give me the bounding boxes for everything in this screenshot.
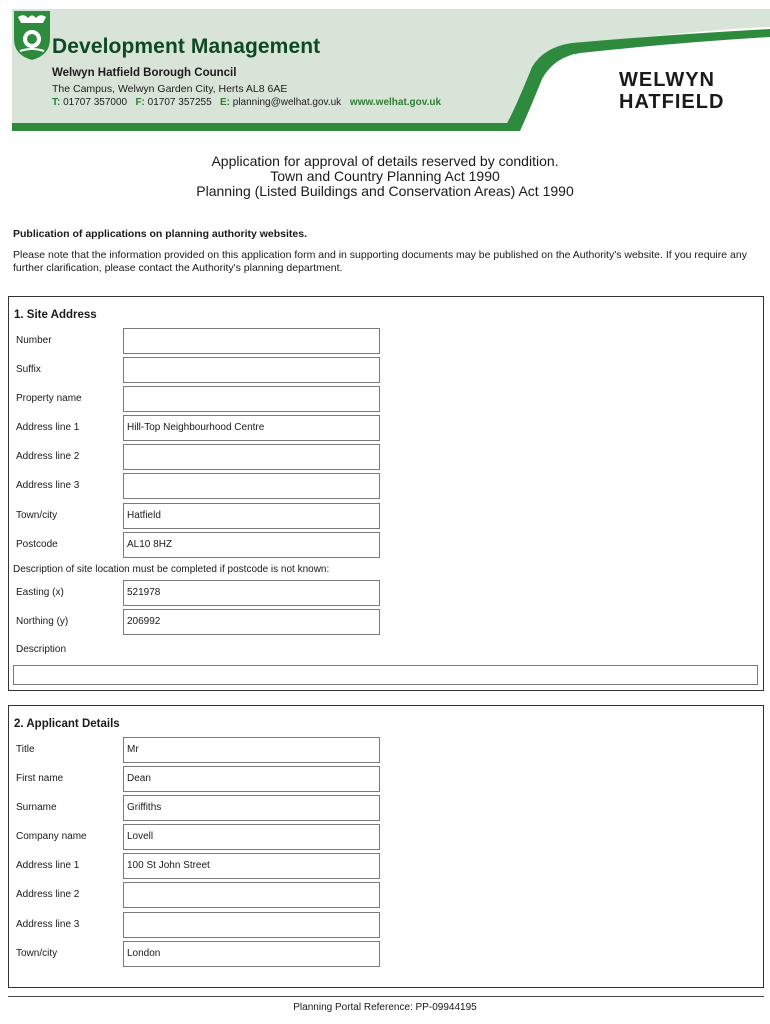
site-town-field[interactable]: Hatfield [123, 503, 380, 529]
site-number-row [9, 328, 765, 354]
site-address-line-2-field[interactable] [123, 444, 380, 470]
council-address: The Campus, Welwyn Garden City, Herts AL8 6AE [52, 83, 288, 95]
northing-label: Northing (y) [16, 616, 69, 627]
logo-line-hatfield: HATFIELD [619, 91, 725, 113]
applicant-address-line-2-label: Address line 2 [16, 889, 80, 900]
publication-notice-body: Please note that the information provided on this application form and in supporting documents may be published on the Authority's website. If you require any further clarification, please contact the Authority's planning department. [13, 249, 747, 274]
site-number-label: Number [16, 335, 52, 346]
applicant-address-line-2-field[interactable] [123, 882, 380, 908]
applicant-town-label: Town/city [16, 948, 58, 959]
location-description-note: Description of site location must be completed if postcode is not known: [13, 564, 330, 575]
applicant-title-row [9, 737, 765, 763]
applicant-address-line-3-field[interactable] [123, 912, 380, 938]
applicant-company-row [9, 824, 765, 850]
council-name: Welwyn Hatfield Borough Council [52, 67, 237, 79]
applicant-first-name-field[interactable]: Dean [123, 766, 380, 792]
applicant-details-heading: 2. Applicant Details [14, 718, 120, 730]
site-postcode-label: Postcode [16, 539, 58, 550]
site-property-name-row [9, 386, 765, 412]
contact-line [52, 97, 441, 108]
applicant-address-line-3-row [9, 912, 765, 938]
site-description-field[interactable] [13, 665, 758, 685]
website-link[interactable]: www.welhat.gov.uk [349, 97, 442, 108]
applicant-company-label: Company name [16, 831, 87, 842]
fax-label: F: [135, 97, 145, 108]
site-address-line-3-row [9, 473, 765, 499]
applicant-first-name-label: First name [16, 773, 64, 784]
site-address-heading: 1. Site Address [14, 309, 97, 321]
applicant-surname-field[interactable]: Griffiths [123, 795, 380, 821]
applicant-address-line-1-field[interactable]: 100 St John Street [123, 853, 380, 879]
site-address-line-2-row [9, 444, 765, 470]
easting-label: Easting (x) [16, 587, 64, 598]
applicant-address-line-1-label: Address line 1 [16, 860, 80, 871]
footer-divider [8, 996, 764, 997]
site-town-label: Town/city [16, 510, 58, 521]
email-label: E: [219, 97, 230, 108]
banner-title: Development Management [52, 35, 321, 58]
easting-field[interactable]: 521978 [123, 580, 380, 606]
publication-notice-heading: Publication of applications on planning authority websites. [13, 228, 308, 240]
applicant-address-line-3-label: Address line 3 [16, 919, 80, 930]
site-town-row [9, 503, 765, 529]
logo-wordmark [619, 69, 724, 113]
header-banner [12, 9, 770, 131]
applicant-town-field[interactable]: London [123, 941, 380, 967]
site-address-line-3-field[interactable] [123, 473, 380, 499]
council-crest-icon [12, 9, 52, 61]
applicant-title-field[interactable]: Mr [123, 737, 380, 763]
site-address-section [8, 296, 764, 691]
fax-number: 01707 357255 [147, 97, 212, 108]
applicant-company-field[interactable]: Lovell [123, 824, 380, 850]
applicant-surname-row [9, 795, 765, 821]
northing-field[interactable]: 206992 [123, 609, 380, 635]
site-suffix-field[interactable] [123, 357, 380, 383]
site-address-line-1-row [9, 415, 765, 441]
tel-label: T: [52, 97, 61, 108]
applicant-address-line-2-row [9, 882, 765, 908]
site-postcode-row [9, 532, 765, 558]
planning-portal-reference: Planning Portal Reference: PP-09944195 [293, 1002, 477, 1013]
title-line-2: Town and Country Planning Act 1990 [270, 168, 500, 184]
site-address-line-3-label: Address line 3 [16, 480, 80, 491]
site-suffix-label: Suffix [16, 364, 41, 375]
applicant-title-label: Title [16, 744, 35, 755]
title-line-1: Application for approval of details reserved by condition. [211, 153, 559, 169]
site-number-field[interactable] [123, 328, 380, 354]
site-property-name-label: Property name [16, 393, 82, 404]
applicant-town-row [9, 941, 765, 967]
site-description-label: Description [16, 644, 67, 655]
site-postcode-field[interactable]: AL10 8HZ [123, 532, 380, 558]
logo-line-welwyn: WELWYN [619, 69, 715, 91]
email-address[interactable]: planning@welhat.gov.uk [232, 97, 342, 108]
site-address-line-1-label: Address line 1 [16, 422, 80, 433]
northing-row [9, 609, 765, 635]
site-suffix-row [9, 357, 765, 383]
site-property-name-field[interactable] [123, 386, 380, 412]
applicant-details-section [8, 705, 764, 988]
applicant-address-line-1-row [9, 853, 765, 879]
document-title [0, 154, 770, 199]
applicant-surname-label: Surname [16, 802, 57, 813]
site-address-line-2-label: Address line 2 [16, 451, 80, 462]
site-address-line-1-field[interactable]: Hill-Top Neighbourhood Centre [123, 415, 380, 441]
easting-row [9, 580, 765, 606]
tel-number: 01707 357000 [63, 97, 128, 108]
applicant-first-name-row [9, 766, 765, 792]
title-line-3: Planning (Listed Buildings and Conservation Areas) Act 1990 [196, 183, 574, 199]
